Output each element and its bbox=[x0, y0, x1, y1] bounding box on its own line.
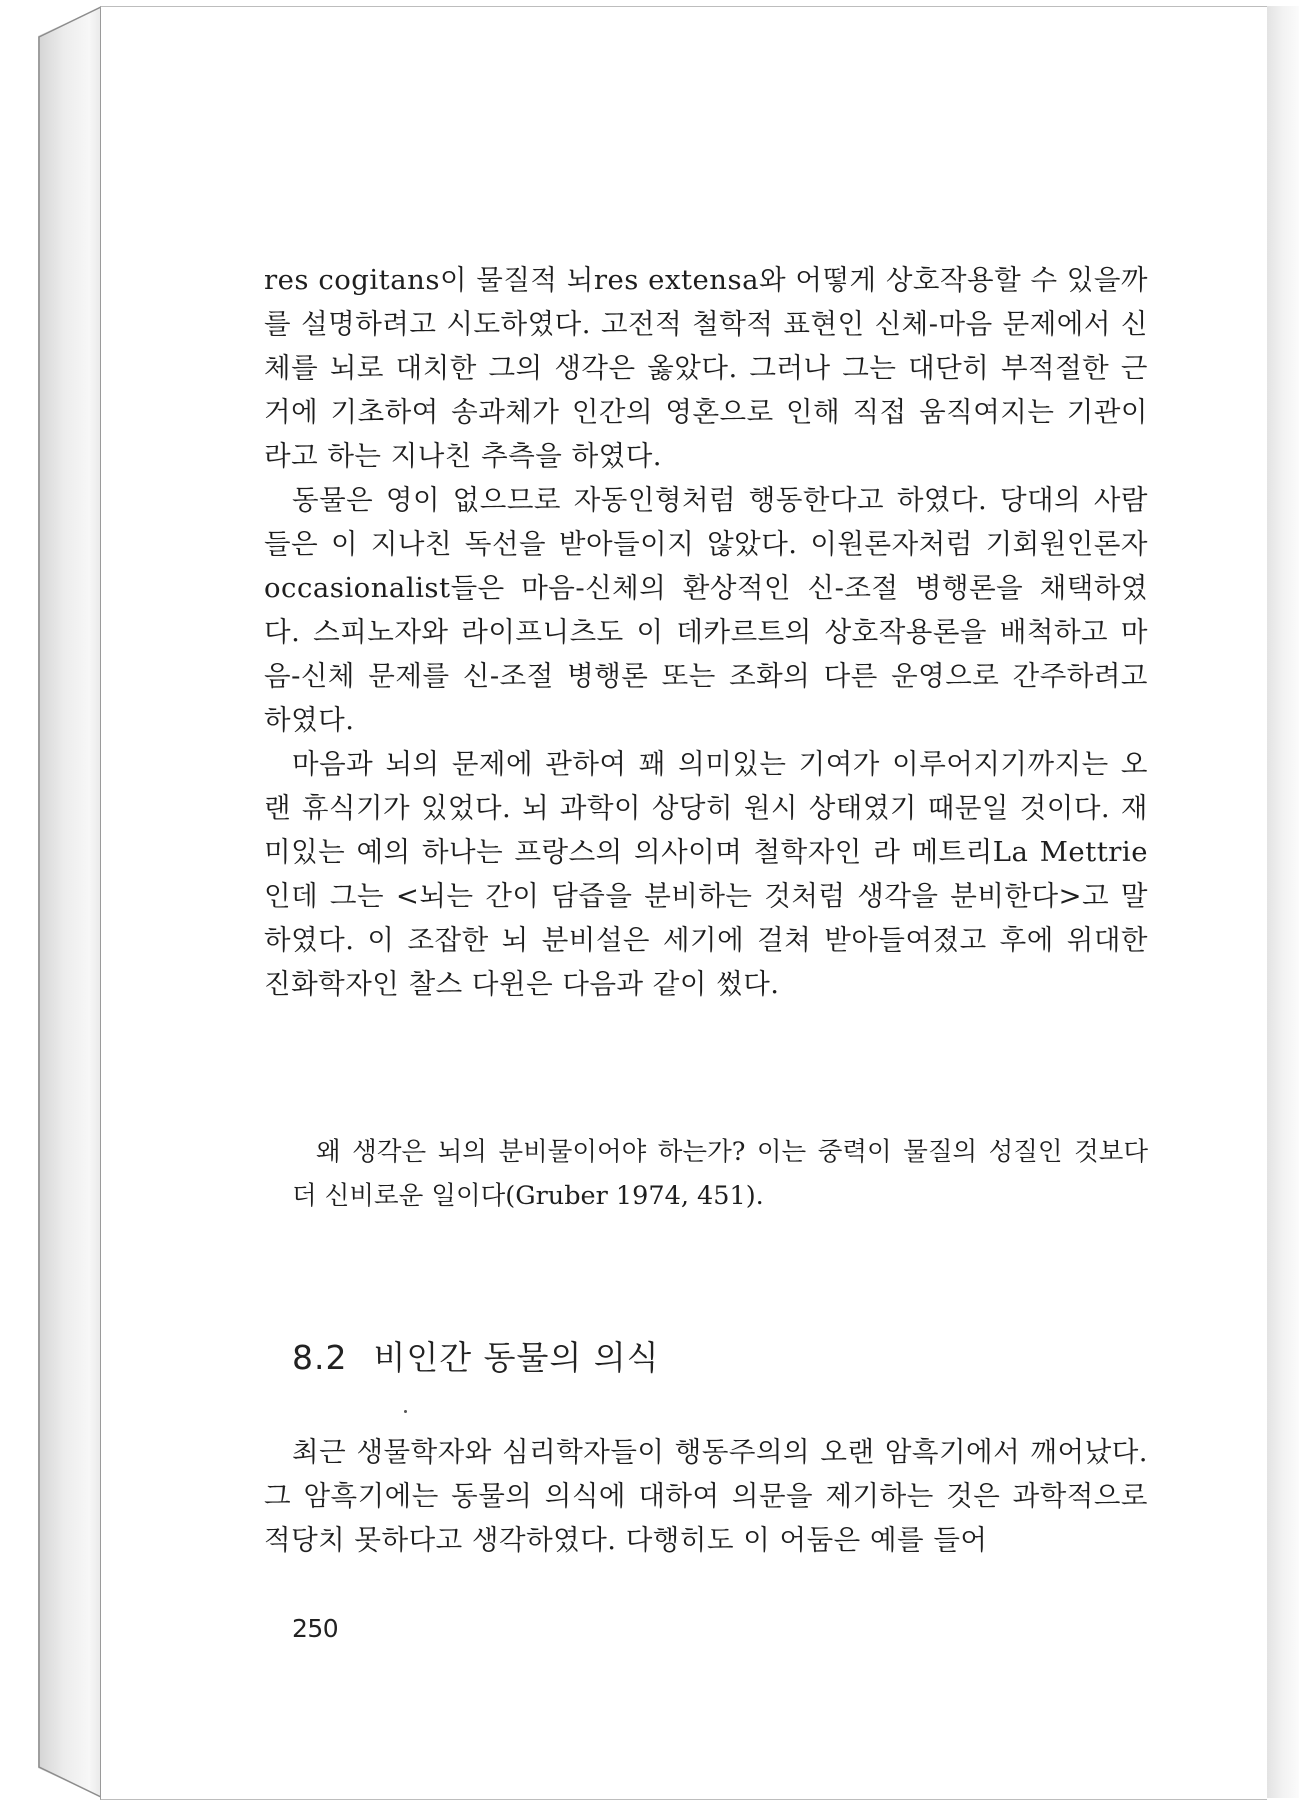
section-heading bbox=[292, 1332, 660, 1379]
book-spine-outline bbox=[38, 6, 102, 1798]
scan-speck bbox=[404, 1410, 407, 1413]
page-number: 250 bbox=[292, 1614, 339, 1643]
paragraph-continuation: res cogitans이 물질적 뇌res extensa와 어떻게 상호작용할 수 있을까를 설명하려고 시도하였다. 고전적 철학적 표현인 신체-마음 문제에서 신체를 뇌로 대치한 그의 생각은 옳았다. 그러나 그는 대단히 부적절한 근거에 기초하여 송과체가 인간의 영혼으로 인해 직접 움직여지는 기관이라고 하는 지나친 추측을 하였다. bbox=[264, 264, 1148, 472]
paragraph-animal-consciousness: 최근 생물학자와 심리학자들이 행동주의의 오랜 암흑기에서 깨어났다. 그 암흑기에는 동물의 의식에 대하여 의문을 제기하는 것은 과학적으로 적당치 못하다고 생각하였다. 다행히도 이 어둠은 예를 들어 bbox=[264, 1436, 1148, 1556]
paragraph-animals-automata: 동물은 영이 없으므로 자동인형처럼 행동한다고 하였다. 당대의 사람들은 이 지나친 독선을 받아들이지 않았다. 이원론자처럼 기회원인론자occasionalist들은 마음-신체의 환상적인 신-조절 병행론을 채택하였다. 스피노자와 라이프니츠도 이 데카르트의 상호작용론을 배척하고 마음-신체 문제를 신-조절 병행론 또는 조화의 다른 운영으로 간주하려고 하였다. bbox=[264, 484, 1148, 736]
block-quote: 왜 생각은 뇌의 분비물이어야 하는가? 이는 중력이 물질의 성질인 것보다 더 신비로운 일이다(Gruber 1974, 451). bbox=[292, 1137, 1148, 1211]
body-text-top bbox=[264, 258, 1148, 1006]
paragraph-brain-secretion: 마음과 뇌의 문제에 관하여 꽤 의미있는 기여가 이루어지기까지는 오랜 휴식기가 있었다. 뇌 과학이 상당히 원시 상태였기 때문일 것이다. 재미있는 예의 하나는 프랑스의 의사이며 철학자인 라 메트리La Mettrie인데 그는 <뇌는 간이 담즙을 분비하는 것처럼 생각을 분비한다>고 말하였다. 이 조잡한 뇌 분비설은 세기에 걸쳐 받아들여졌고 후에 위대한 진화학자인 찰스 다윈은 다음과 같이 썼다. bbox=[264, 748, 1148, 1000]
section-number: 8.2 bbox=[292, 1338, 348, 1377]
body-text-bottom bbox=[264, 1430, 1148, 1562]
page-edge-shadow bbox=[1266, 6, 1299, 1798]
section-title: 비인간 동물의 의식 bbox=[373, 1338, 660, 1377]
